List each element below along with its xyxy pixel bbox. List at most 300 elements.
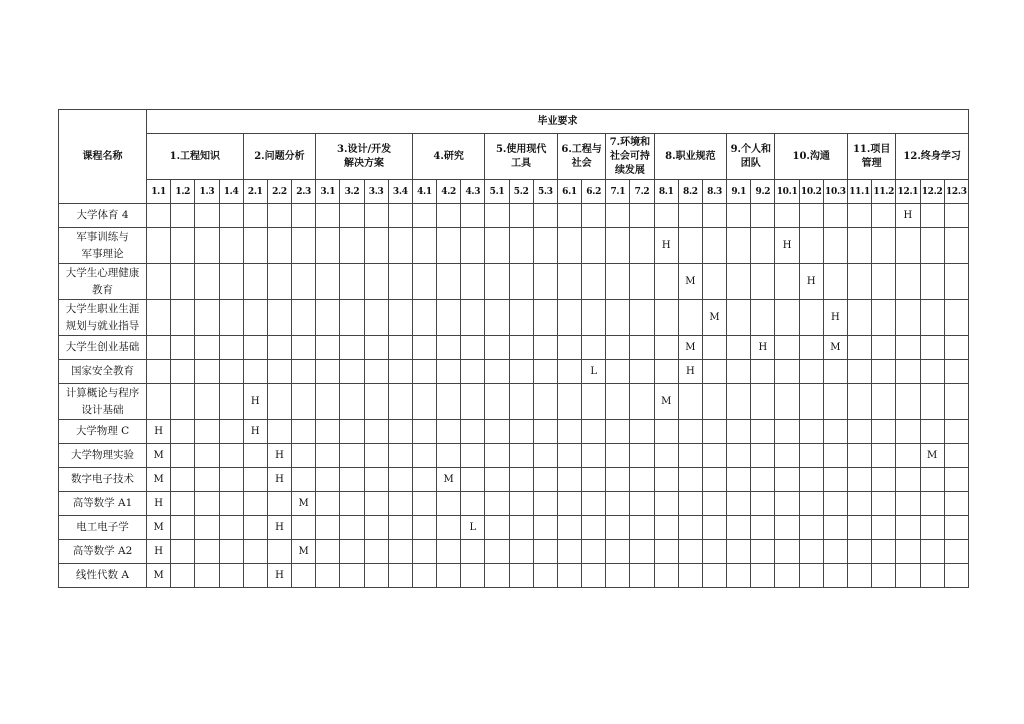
support-level-cell	[702, 540, 726, 564]
support-level-cell	[751, 492, 775, 516]
support-level-cell	[751, 228, 775, 264]
support-level-cell	[485, 336, 509, 360]
support-level-cell	[799, 360, 823, 384]
support-level-cell	[557, 540, 581, 564]
indicator-header: 10.1	[775, 180, 799, 204]
support-level-cell	[799, 444, 823, 468]
support-level-cell	[388, 420, 412, 444]
support-level-cell	[316, 264, 340, 300]
support-level-cell	[775, 468, 799, 492]
support-level-cell	[823, 264, 847, 300]
support-level-cell	[727, 564, 751, 588]
support-level-cell	[702, 420, 726, 444]
support-level-cell	[195, 228, 219, 264]
support-level-cell: H	[823, 300, 847, 336]
support-level-cell	[437, 360, 461, 384]
support-level-cell	[775, 516, 799, 540]
support-level-cell	[823, 384, 847, 420]
support-level-cell	[219, 564, 243, 588]
support-level-cell	[799, 564, 823, 588]
support-level-cell	[606, 300, 630, 336]
support-level-cell	[340, 444, 364, 468]
support-level-cell	[316, 444, 340, 468]
support-level-cell	[702, 492, 726, 516]
support-level-cell	[823, 564, 847, 588]
indicator-header: 3.2	[340, 180, 364, 204]
support-level-cell	[678, 492, 702, 516]
support-level-cell	[920, 420, 944, 444]
support-level-cell	[437, 228, 461, 264]
indicator-header: 12.1	[896, 180, 920, 204]
course-name-cell: 计算概论与程序 设计基础	[59, 384, 147, 420]
support-level-cell	[944, 444, 968, 468]
support-level-cell	[582, 468, 606, 492]
support-level-cell	[630, 204, 654, 228]
indicator-header: 1.3	[195, 180, 219, 204]
requirement-header: 10.沟通	[775, 134, 848, 180]
support-level-cell	[630, 468, 654, 492]
support-level-cell	[485, 384, 509, 420]
support-level-cell	[606, 468, 630, 492]
support-level-cell	[896, 228, 920, 264]
support-level-cell	[461, 264, 485, 300]
support-level-cell	[557, 204, 581, 228]
course-name-cell: 国家安全教育	[59, 360, 147, 384]
support-level-cell	[485, 300, 509, 336]
support-level-cell	[219, 300, 243, 336]
support-level-cell	[606, 444, 630, 468]
support-level-cell	[461, 228, 485, 264]
support-level-cell	[799, 516, 823, 540]
support-level-cell	[509, 336, 533, 360]
support-level-cell	[267, 300, 291, 336]
course-row	[59, 540, 969, 564]
support-level-cell	[896, 564, 920, 588]
course-row	[59, 492, 969, 516]
support-level-cell	[412, 468, 436, 492]
support-level-cell	[944, 540, 968, 564]
support-level-cell	[920, 300, 944, 336]
support-level-cell	[727, 360, 751, 384]
requirement-header: 9.个人和 团队	[727, 134, 775, 180]
support-level-cell	[872, 360, 896, 384]
support-level-cell	[364, 540, 388, 564]
support-level-cell	[461, 564, 485, 588]
support-level-cell	[847, 468, 871, 492]
support-level-cell	[533, 228, 557, 264]
support-level-cell	[219, 204, 243, 228]
support-level-cell	[461, 492, 485, 516]
support-level-cell	[751, 564, 775, 588]
support-level-cell	[412, 492, 436, 516]
support-level-cell	[896, 492, 920, 516]
support-level-cell	[727, 300, 751, 336]
support-level-cell	[872, 540, 896, 564]
support-level-cell	[847, 360, 871, 384]
support-level-cell	[195, 492, 219, 516]
support-level-cell	[412, 264, 436, 300]
support-level-cell	[412, 336, 436, 360]
support-level-cell	[920, 228, 944, 264]
support-level-cell	[872, 384, 896, 420]
support-level-cell	[630, 420, 654, 444]
support-level-cell	[557, 336, 581, 360]
support-level-cell	[243, 360, 267, 384]
support-level-cell	[775, 564, 799, 588]
support-level-cell	[847, 384, 871, 420]
support-level-cell: H	[896, 204, 920, 228]
support-level-cell	[896, 468, 920, 492]
support-level-cell	[171, 540, 195, 564]
support-level-cell	[340, 516, 364, 540]
support-level-cell	[171, 336, 195, 360]
support-level-cell	[171, 204, 195, 228]
support-level-cell	[412, 444, 436, 468]
support-level-cell	[412, 300, 436, 336]
support-level-cell	[920, 564, 944, 588]
support-level-cell	[195, 444, 219, 468]
support-level-cell	[533, 444, 557, 468]
support-level-cell	[702, 336, 726, 360]
support-level-cell: M	[654, 384, 678, 420]
support-level-cell	[606, 540, 630, 564]
support-level-cell	[630, 516, 654, 540]
course-name-header: 课程名称	[59, 110, 147, 204]
support-level-cell	[509, 420, 533, 444]
course-row	[59, 468, 969, 492]
support-level-cell	[461, 468, 485, 492]
support-level-cell	[727, 264, 751, 300]
support-level-cell	[412, 564, 436, 588]
course-row	[59, 360, 969, 384]
indicator-header: 5.2	[509, 180, 533, 204]
support-level-cell	[243, 444, 267, 468]
support-level-cell	[847, 228, 871, 264]
course-row	[59, 564, 969, 588]
indicator-header: 8.3	[702, 180, 726, 204]
support-level-cell	[195, 360, 219, 384]
support-level-cell	[316, 204, 340, 228]
support-level-cell	[171, 360, 195, 384]
support-level-cell	[606, 336, 630, 360]
support-level-cell	[630, 384, 654, 420]
support-level-cell	[292, 444, 316, 468]
support-level-cell	[727, 444, 751, 468]
indicator-header: 12.2	[920, 180, 944, 204]
support-level-cell	[920, 384, 944, 420]
indicator-header: 4.3	[461, 180, 485, 204]
support-level-cell	[557, 228, 581, 264]
header-row-requirements	[59, 134, 969, 180]
requirement-header: 11.项目 管理	[847, 134, 895, 180]
support-level-cell	[461, 360, 485, 384]
support-level-cell	[195, 468, 219, 492]
support-level-cell	[533, 264, 557, 300]
support-level-cell	[509, 540, 533, 564]
support-level-cell	[171, 444, 195, 468]
support-level-cell: H	[243, 420, 267, 444]
support-level-cell	[316, 516, 340, 540]
support-level-cell	[219, 264, 243, 300]
support-level-cell	[872, 300, 896, 336]
support-level-cell	[533, 204, 557, 228]
support-level-cell	[340, 468, 364, 492]
support-level-cell	[388, 564, 412, 588]
support-level-cell	[582, 336, 606, 360]
support-level-cell	[775, 492, 799, 516]
support-level-cell	[678, 468, 702, 492]
support-level-cell	[147, 204, 171, 228]
support-level-cell	[775, 360, 799, 384]
requirement-header: 7.环境和 社会可持 续发展	[606, 134, 654, 180]
requirements-matrix-table	[58, 109, 969, 588]
support-level-cell	[799, 468, 823, 492]
support-level-cell	[485, 540, 509, 564]
support-level-cell	[533, 384, 557, 420]
support-level-cell	[219, 360, 243, 384]
support-level-cell	[678, 420, 702, 444]
support-level-cell	[243, 264, 267, 300]
support-level-cell	[654, 564, 678, 588]
support-level-cell: H	[654, 228, 678, 264]
support-level-cell	[267, 540, 291, 564]
support-level-cell	[461, 204, 485, 228]
support-level-cell	[727, 204, 751, 228]
support-level-cell	[823, 420, 847, 444]
support-level-cell	[823, 468, 847, 492]
course-name-cell: 大学物理 C	[59, 420, 147, 444]
support-level-cell	[509, 204, 533, 228]
support-level-cell	[582, 540, 606, 564]
indicator-header: 9.2	[751, 180, 775, 204]
support-level-cell: M	[823, 336, 847, 360]
indicator-header: 10.3	[823, 180, 847, 204]
support-level-cell	[872, 204, 896, 228]
support-level-cell	[702, 228, 726, 264]
course-name-cell: 数字电子技术	[59, 468, 147, 492]
indicator-header: 5.1	[485, 180, 509, 204]
support-level-cell	[775, 204, 799, 228]
support-level-cell	[533, 468, 557, 492]
support-level-cell	[823, 360, 847, 384]
support-level-cell	[630, 264, 654, 300]
support-level-cell	[775, 540, 799, 564]
support-level-cell	[557, 516, 581, 540]
support-level-cell	[364, 516, 388, 540]
indicator-header: 9.1	[727, 180, 751, 204]
support-level-cell	[751, 360, 775, 384]
support-level-cell	[533, 360, 557, 384]
support-level-cell	[751, 384, 775, 420]
support-level-cell	[944, 336, 968, 360]
support-level-cell	[219, 228, 243, 264]
support-level-cell	[751, 204, 775, 228]
support-level-cell	[847, 564, 871, 588]
support-level-cell	[219, 516, 243, 540]
support-level-cell	[195, 336, 219, 360]
support-level-cell	[364, 360, 388, 384]
indicator-header: 3.3	[364, 180, 388, 204]
support-level-cell: M	[920, 444, 944, 468]
support-level-cell	[364, 444, 388, 468]
support-level-cell	[412, 540, 436, 564]
support-level-cell	[654, 204, 678, 228]
support-level-cell	[630, 228, 654, 264]
support-level-cell	[654, 360, 678, 384]
support-level-cell: M	[437, 468, 461, 492]
indicator-header: 1.4	[219, 180, 243, 204]
support-level-cell	[316, 300, 340, 336]
indicator-header: 4.1	[412, 180, 436, 204]
support-level-cell: M	[292, 492, 316, 516]
support-level-cell	[799, 420, 823, 444]
requirement-header: 4.研究	[412, 134, 485, 180]
support-level-cell	[292, 420, 316, 444]
support-level-cell	[147, 228, 171, 264]
support-level-cell	[485, 204, 509, 228]
support-level-cell	[702, 516, 726, 540]
requirement-header: 5.使用现代 工具	[485, 134, 558, 180]
support-level-cell	[485, 228, 509, 264]
support-level-cell	[920, 336, 944, 360]
support-level-cell	[195, 540, 219, 564]
support-level-cell: L	[461, 516, 485, 540]
support-level-cell	[872, 228, 896, 264]
support-level-cell: M	[147, 564, 171, 588]
support-level-cell	[896, 444, 920, 468]
support-level-cell	[340, 228, 364, 264]
requirement-header: 6.工程与 社会	[557, 134, 605, 180]
support-level-cell	[195, 384, 219, 420]
support-level-cell	[823, 492, 847, 516]
support-level-cell	[533, 420, 557, 444]
support-level-cell	[751, 444, 775, 468]
support-level-cell	[485, 468, 509, 492]
support-level-cell	[775, 384, 799, 420]
support-level-cell	[316, 384, 340, 420]
support-level-cell	[872, 564, 896, 588]
support-level-cell	[872, 492, 896, 516]
indicator-header: 6.2	[582, 180, 606, 204]
support-level-cell	[582, 564, 606, 588]
course-name-cell: 大学物理实验	[59, 444, 147, 468]
support-level-cell	[678, 204, 702, 228]
support-level-cell	[727, 384, 751, 420]
support-level-cell	[195, 300, 219, 336]
indicator-header: 3.4	[388, 180, 412, 204]
support-level-cell	[847, 492, 871, 516]
support-level-cell	[219, 336, 243, 360]
support-level-cell	[485, 492, 509, 516]
support-level-cell	[654, 336, 678, 360]
support-level-cell	[267, 384, 291, 420]
support-level-cell	[823, 204, 847, 228]
course-name-cell: 大学生职业生涯 规划与就业指导	[59, 300, 147, 336]
requirement-header: 1.工程知识	[147, 134, 244, 180]
support-level-cell	[920, 204, 944, 228]
support-level-cell	[823, 228, 847, 264]
support-level-cell	[582, 516, 606, 540]
support-level-cell	[147, 300, 171, 336]
support-level-cell	[702, 444, 726, 468]
course-row	[59, 204, 969, 228]
support-level-cell	[582, 420, 606, 444]
support-level-cell	[847, 204, 871, 228]
support-level-cell	[896, 264, 920, 300]
support-level-cell	[267, 264, 291, 300]
support-level-cell	[702, 468, 726, 492]
support-level-cell	[316, 540, 340, 564]
support-level-cell	[171, 420, 195, 444]
support-level-cell	[364, 564, 388, 588]
course-row	[59, 420, 969, 444]
support-level-cell	[847, 336, 871, 360]
support-level-cell: H	[243, 384, 267, 420]
support-level-cell	[847, 540, 871, 564]
support-level-cell	[485, 360, 509, 384]
requirement-header: 3.设计/开发 解决方案	[316, 134, 413, 180]
support-level-cell	[316, 420, 340, 444]
course-row	[59, 516, 969, 540]
support-level-cell	[461, 444, 485, 468]
indicator-header: 11.1	[847, 180, 871, 204]
support-level-cell	[364, 384, 388, 420]
support-level-cell	[219, 492, 243, 516]
support-level-cell	[340, 540, 364, 564]
support-level-cell	[219, 420, 243, 444]
support-level-cell	[920, 492, 944, 516]
indicator-header: 12.3	[944, 180, 968, 204]
support-level-cell	[364, 336, 388, 360]
support-level-cell	[364, 264, 388, 300]
support-level-cell	[340, 564, 364, 588]
support-level-cell	[147, 360, 171, 384]
support-level-cell	[606, 492, 630, 516]
indicator-header: 4.2	[437, 180, 461, 204]
indicator-header: 7.2	[630, 180, 654, 204]
support-level-cell	[437, 540, 461, 564]
support-level-cell	[437, 492, 461, 516]
support-level-cell	[437, 384, 461, 420]
support-level-cell	[775, 420, 799, 444]
support-level-cell	[388, 228, 412, 264]
support-level-cell	[171, 468, 195, 492]
support-level-cell	[727, 492, 751, 516]
support-level-cell	[340, 264, 364, 300]
support-level-cell	[823, 444, 847, 468]
support-level-cell	[340, 492, 364, 516]
course-name-cell: 大学生心理健康 教育	[59, 264, 147, 300]
support-level-cell	[872, 444, 896, 468]
support-level-cell	[847, 300, 871, 336]
support-level-cell	[727, 540, 751, 564]
support-level-cell	[292, 300, 316, 336]
support-level-cell	[872, 264, 896, 300]
support-level-cell	[243, 300, 267, 336]
support-level-cell	[896, 420, 920, 444]
support-level-cell: H	[751, 336, 775, 360]
support-level-cell	[606, 264, 630, 300]
support-level-cell	[243, 516, 267, 540]
support-level-cell	[702, 360, 726, 384]
support-level-cell	[316, 228, 340, 264]
support-level-cell	[292, 336, 316, 360]
support-level-cell	[533, 336, 557, 360]
support-level-cell	[509, 492, 533, 516]
support-level-cell	[582, 300, 606, 336]
support-level-cell	[437, 204, 461, 228]
support-level-cell: H	[147, 540, 171, 564]
